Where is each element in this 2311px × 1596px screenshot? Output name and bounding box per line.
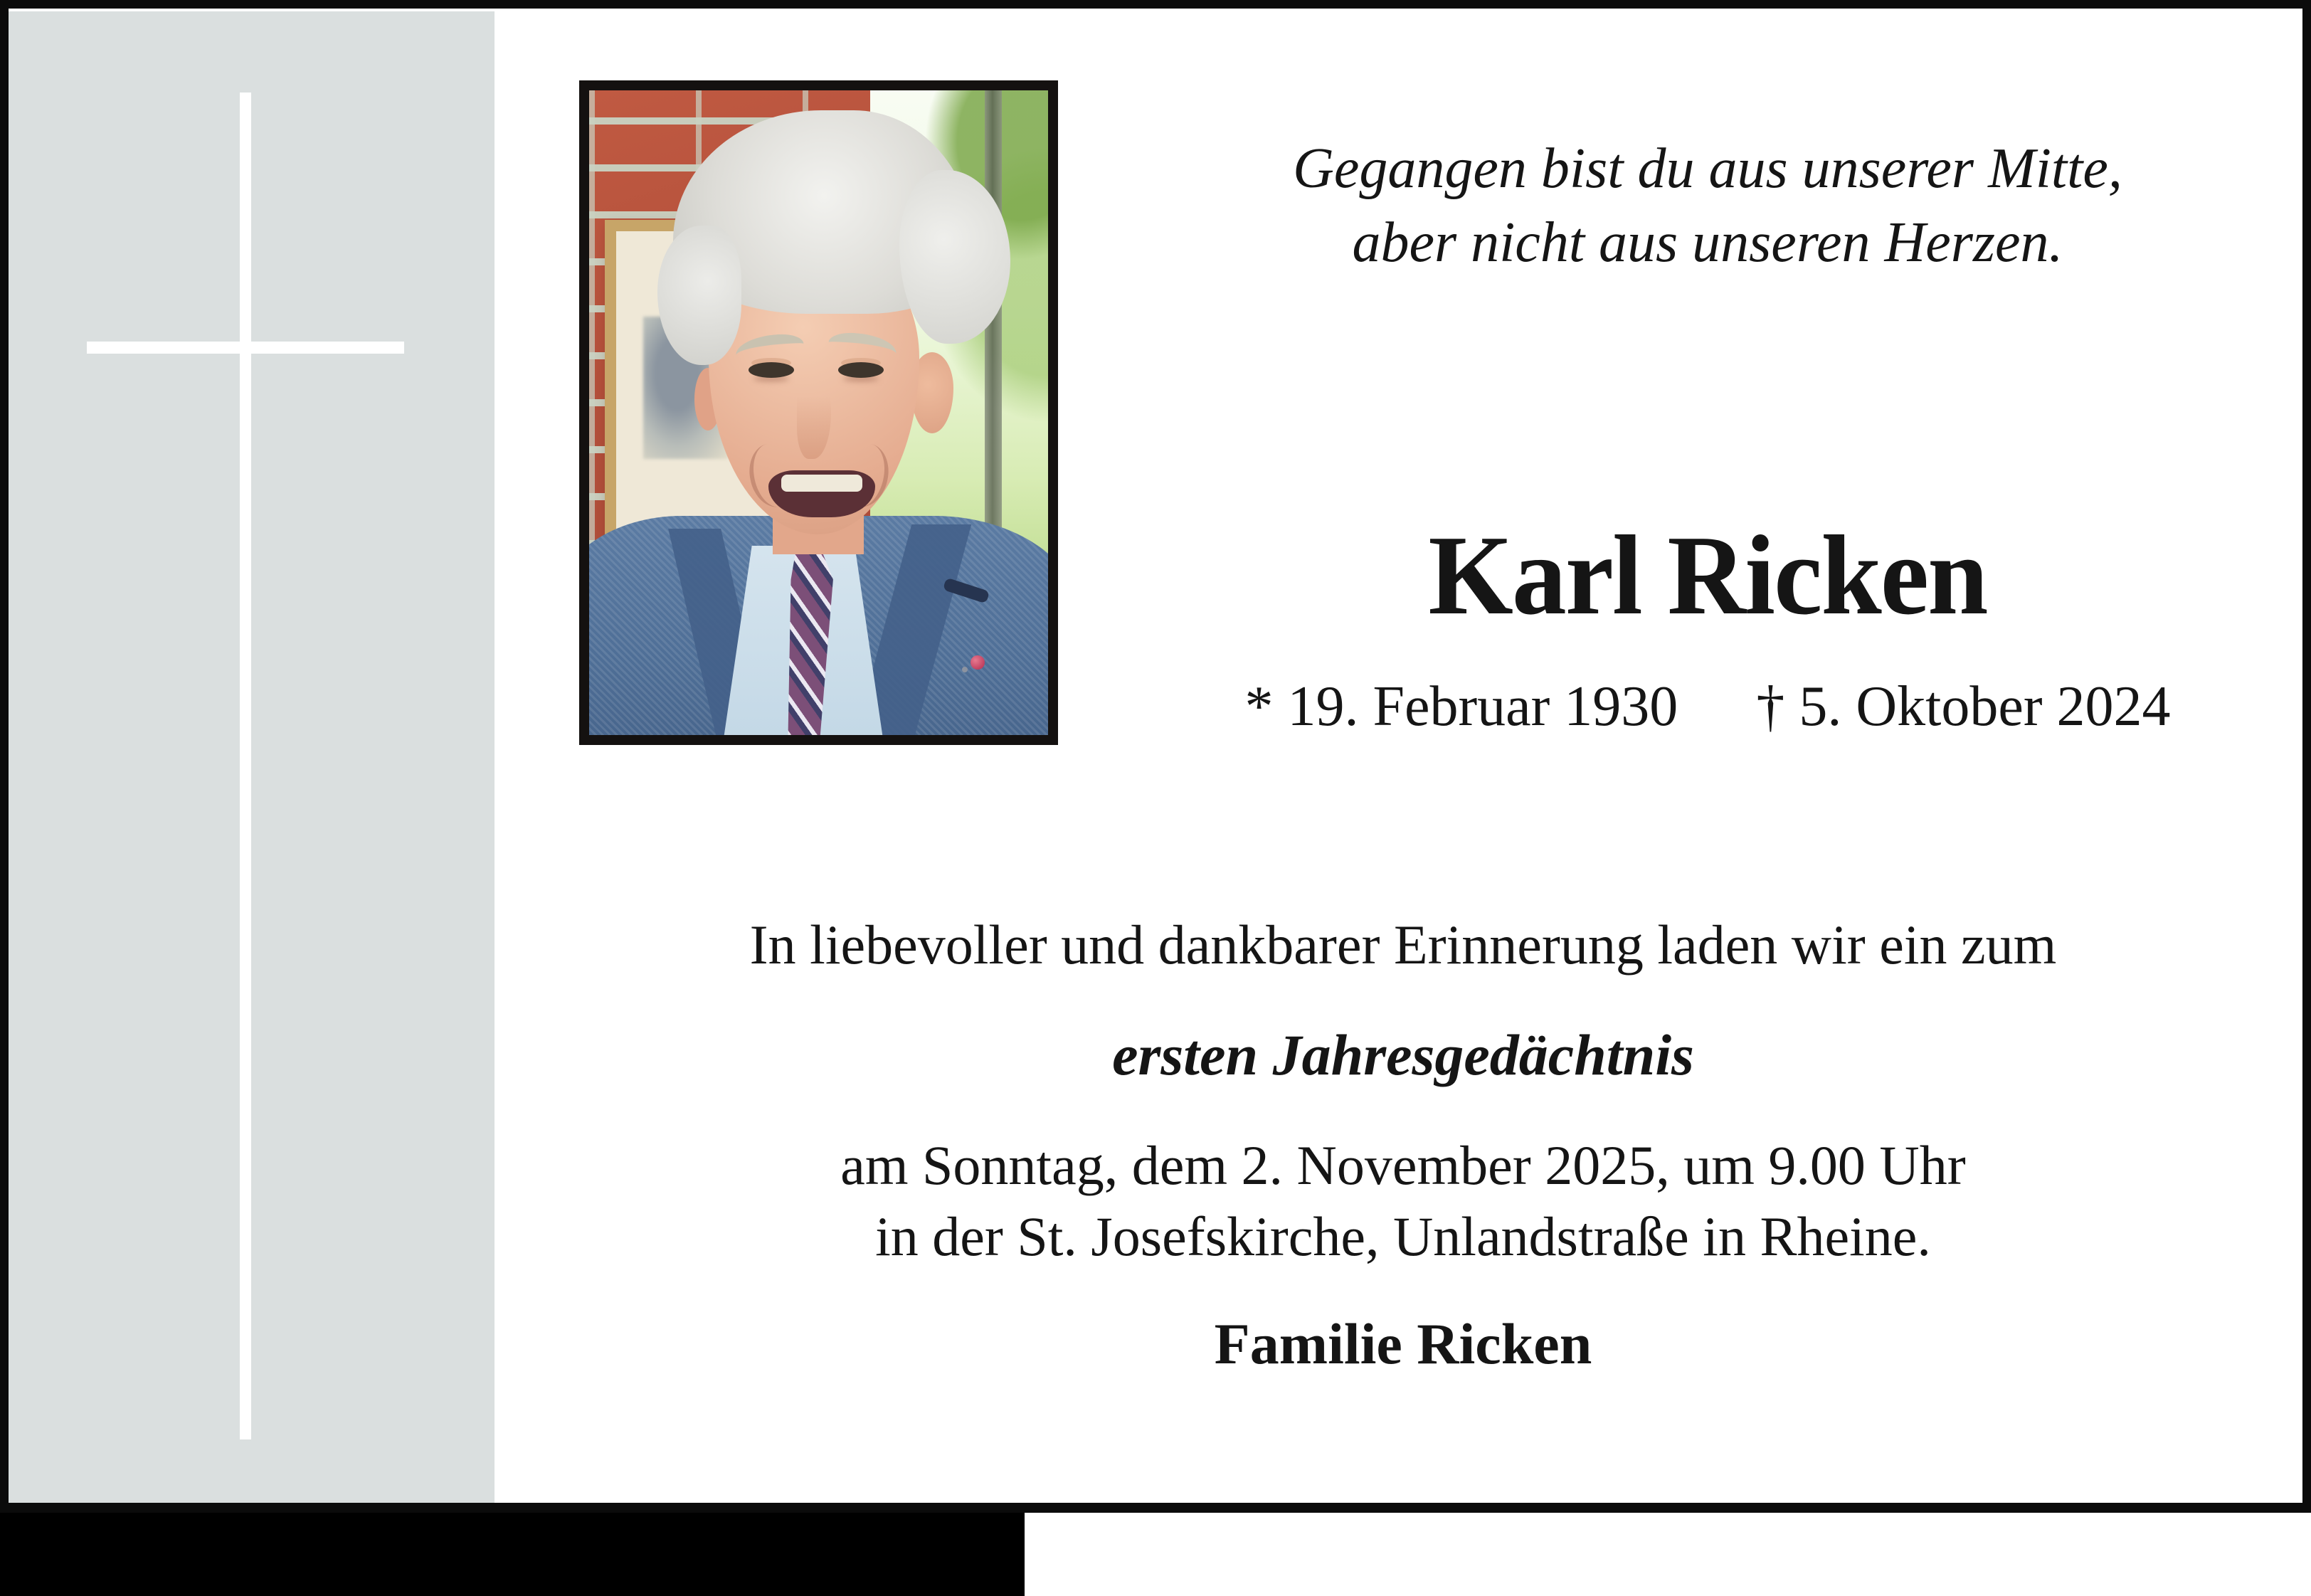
right-eyebrow — [827, 331, 897, 365]
lapel-pin — [971, 655, 985, 670]
teeth — [781, 475, 862, 492]
bottom-black-bar — [0, 1513, 1025, 1596]
nose — [797, 369, 831, 459]
family-signature: Familie Ricken — [1214, 1311, 1592, 1376]
service-details — [503, 1130, 2303, 1272]
left-eye — [749, 362, 794, 378]
right-eye — [838, 362, 884, 378]
epitaph-line-2: aber nicht aus unseren Herzen. — [1352, 211, 2063, 274]
service-location: in der St. Josefskirche, Unlandstraße in Rheine. — [875, 1205, 1931, 1267]
memorial-sidebar — [9, 11, 495, 1503]
birth-date: * 19. Februar 1930 — [1244, 675, 1678, 738]
portrait-photo — [589, 90, 1048, 735]
deceased-name: Karl Ricken — [1428, 512, 1987, 638]
left-eyebrow — [734, 332, 805, 366]
service-datetime: am Sonntag, dem 2. November 2025, um 9.00 Uhr — [840, 1134, 1966, 1196]
epitaph-verse — [1110, 132, 2305, 280]
memorial-occasion: ersten Jahresgedächtnis — [1112, 1022, 1694, 1087]
smiling-mouth — [768, 470, 875, 517]
epitaph-line-1: Gegangen bist du aus unserer Mitte, — [1293, 137, 2122, 200]
death-date: † 5. Oktober 2024 — [1756, 675, 2171, 738]
life-dates — [1110, 675, 2305, 739]
cross-icon — [240, 93, 251, 1439]
white-hair-left-tuft — [657, 226, 741, 365]
invitation-intro: In liebevoller und dankbarer Erinnerung laden wir ein zum — [749, 914, 2057, 976]
portrait-photo-frame — [579, 80, 1058, 745]
cross-icon-arm — [87, 342, 404, 354]
